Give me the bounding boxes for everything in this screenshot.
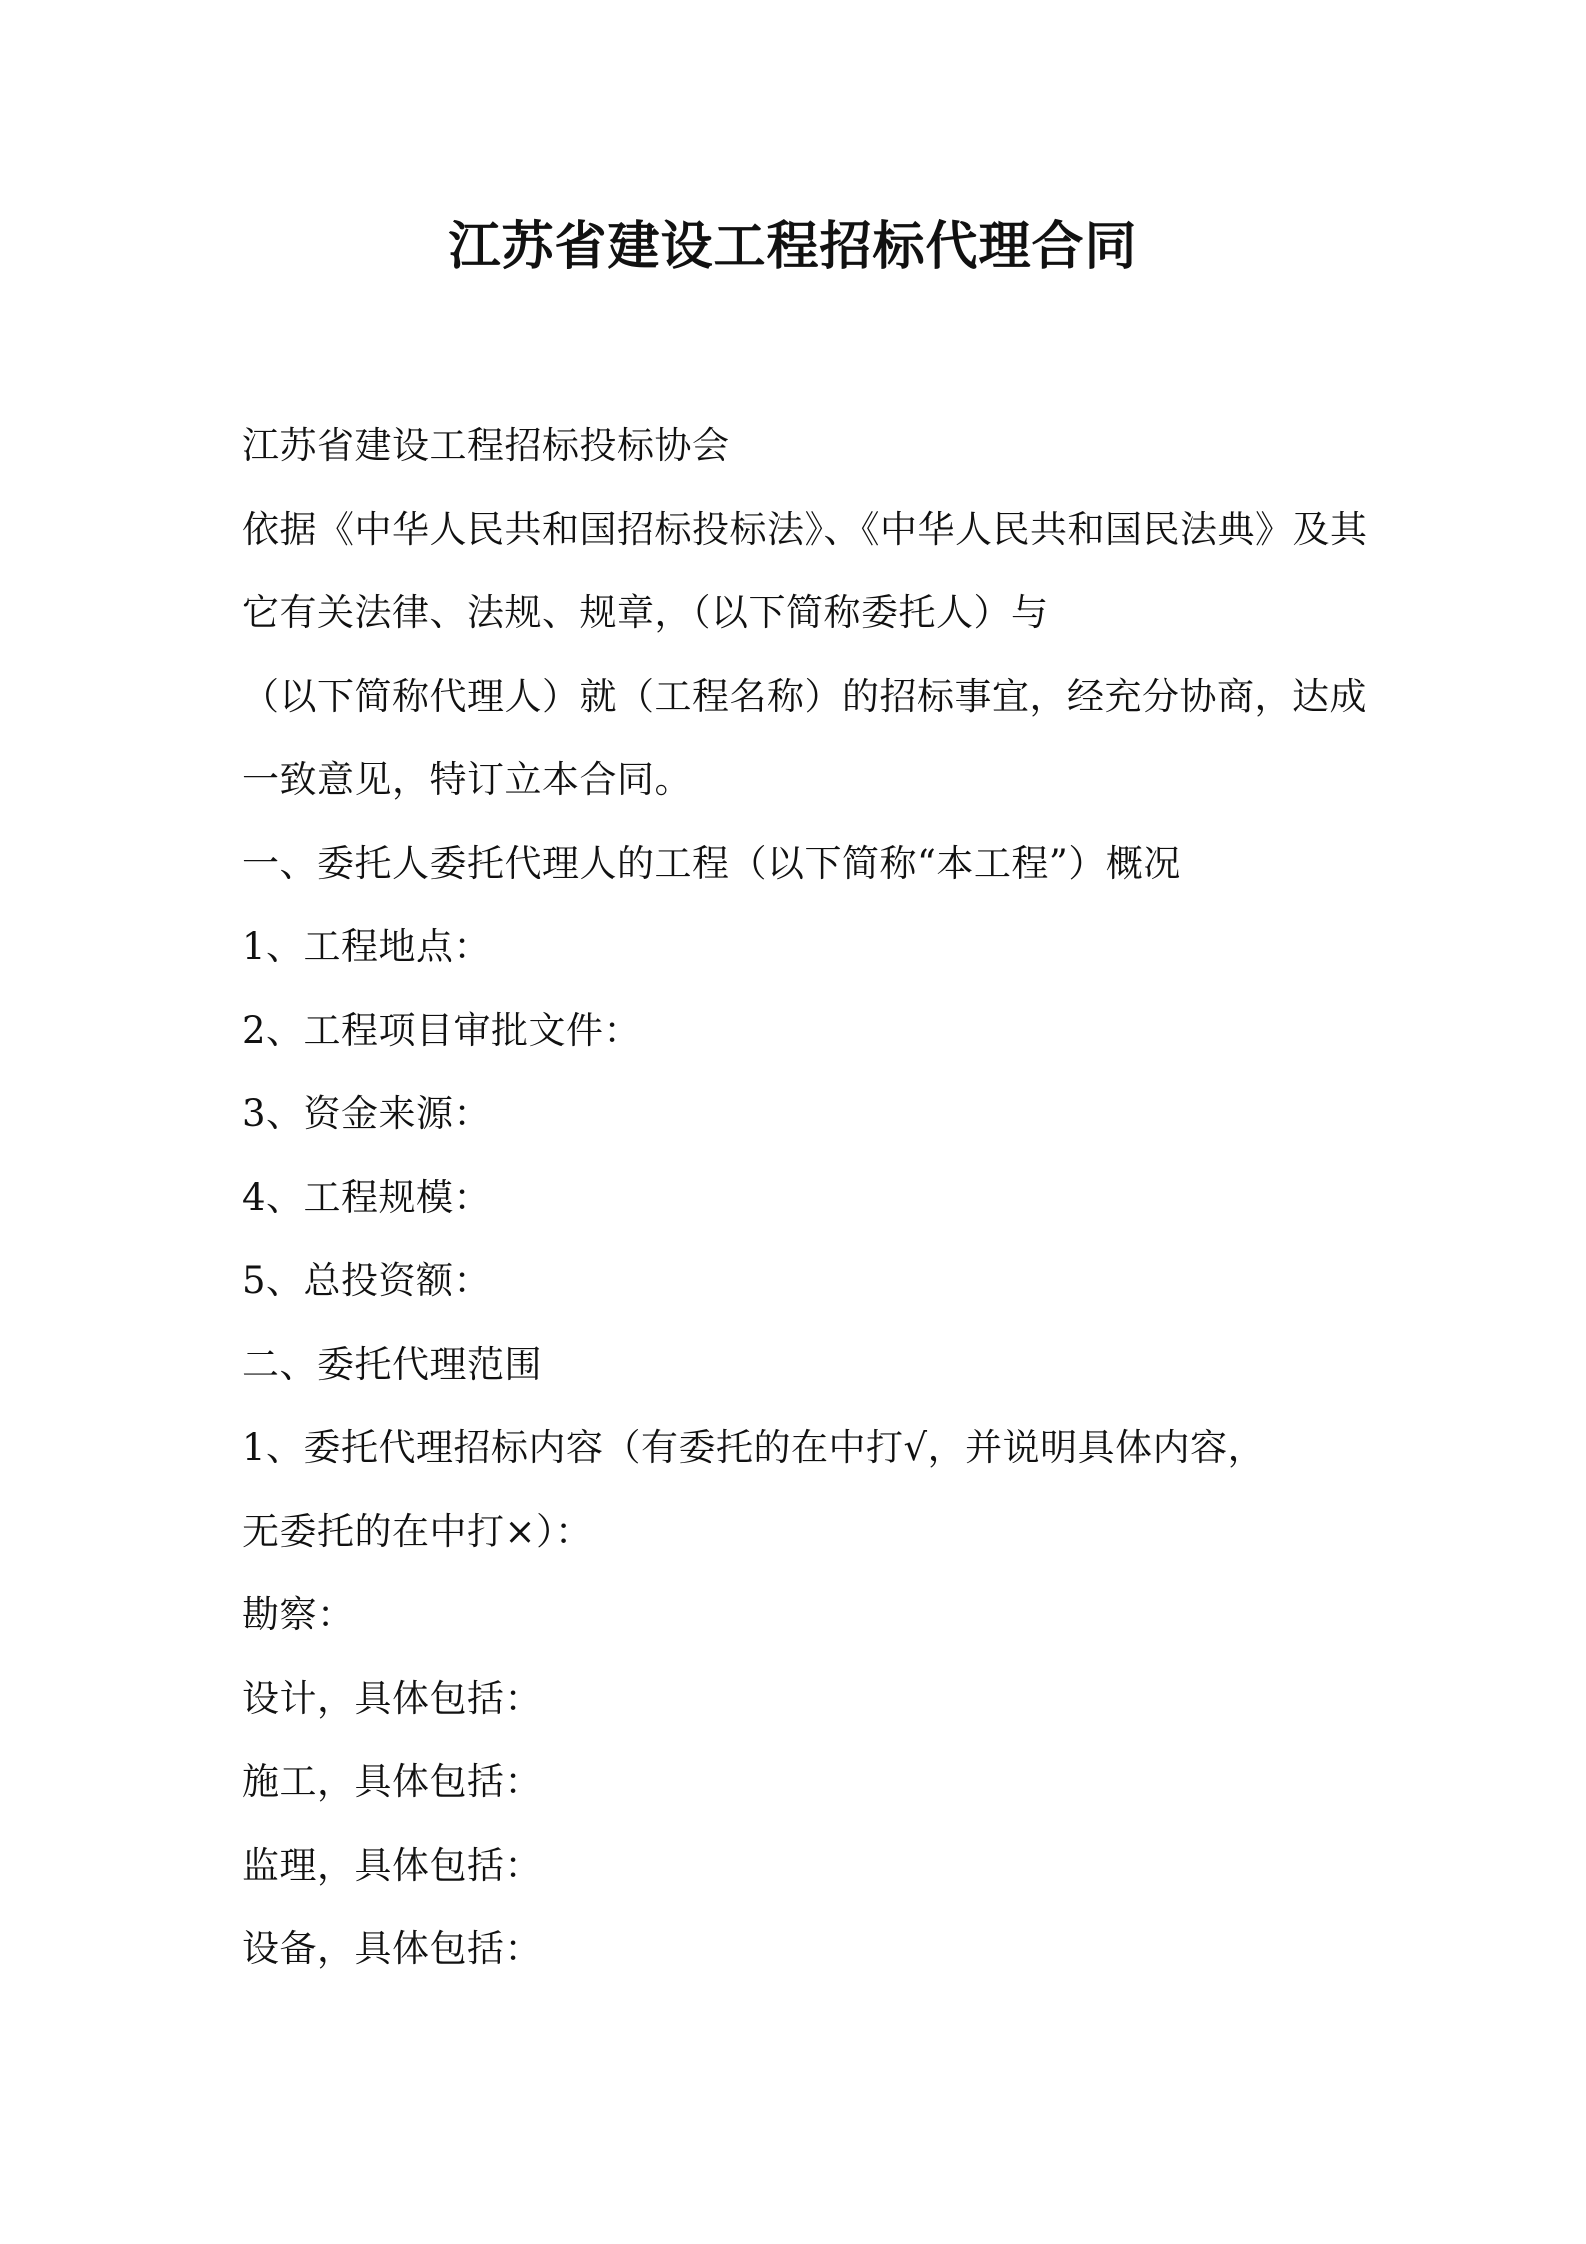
project-scale: 4、工程规模： (242, 1175, 492, 1219)
survey-item: 勘察： (242, 1593, 355, 1636)
equipment-item: 设备，具体包括： (242, 1927, 542, 1970)
agency-scope-line-1: 1、委托代理招标内容（有委托的在中打√，并说明具体内容， (242, 1426, 1266, 1469)
association-name: 江苏省建设工程招标投标协会 (242, 424, 730, 467)
section-heading-1: 一、委托人委托代理人的工程（以下简称“本工程”）概况 (242, 841, 1181, 885)
project-approval-documents: 2、工程项目审批文件： (242, 1008, 642, 1052)
preamble-line-4: 一致意见，特订立本合同。 (242, 758, 692, 801)
document-title: 江苏省建设工程招标代理合同 (448, 216, 1138, 277)
supervision-item: 监理，具体包括： (242, 1843, 542, 1887)
design-item: 设计，具体包括： (242, 1676, 542, 1720)
preamble-line-3: （以下简称代理人）就（工程名称）的招标事宜，经充分协商，达成 (242, 674, 1367, 718)
agency-scope-line-2: 无委托的在中打×）： (242, 1509, 593, 1553)
construction-item: 施工，具体包括： (242, 1760, 542, 1803)
project-location: 1、工程地点： (242, 925, 492, 968)
preamble-line-1: 依据《中华人民共和国招标投标法》、《中华人民共和国民法典》及其 (242, 507, 1368, 551)
funding-source: 3、资金来源： (242, 1092, 492, 1135)
preamble-line-2: 它有关法律、法规、规章，（以下简称委托人）与 (242, 591, 1049, 634)
section-heading-2: 二、委托代理范围 (242, 1342, 542, 1386)
total-investment: 5、总投资额： (242, 1259, 492, 1302)
document-body (242, 404, 1372, 1991)
